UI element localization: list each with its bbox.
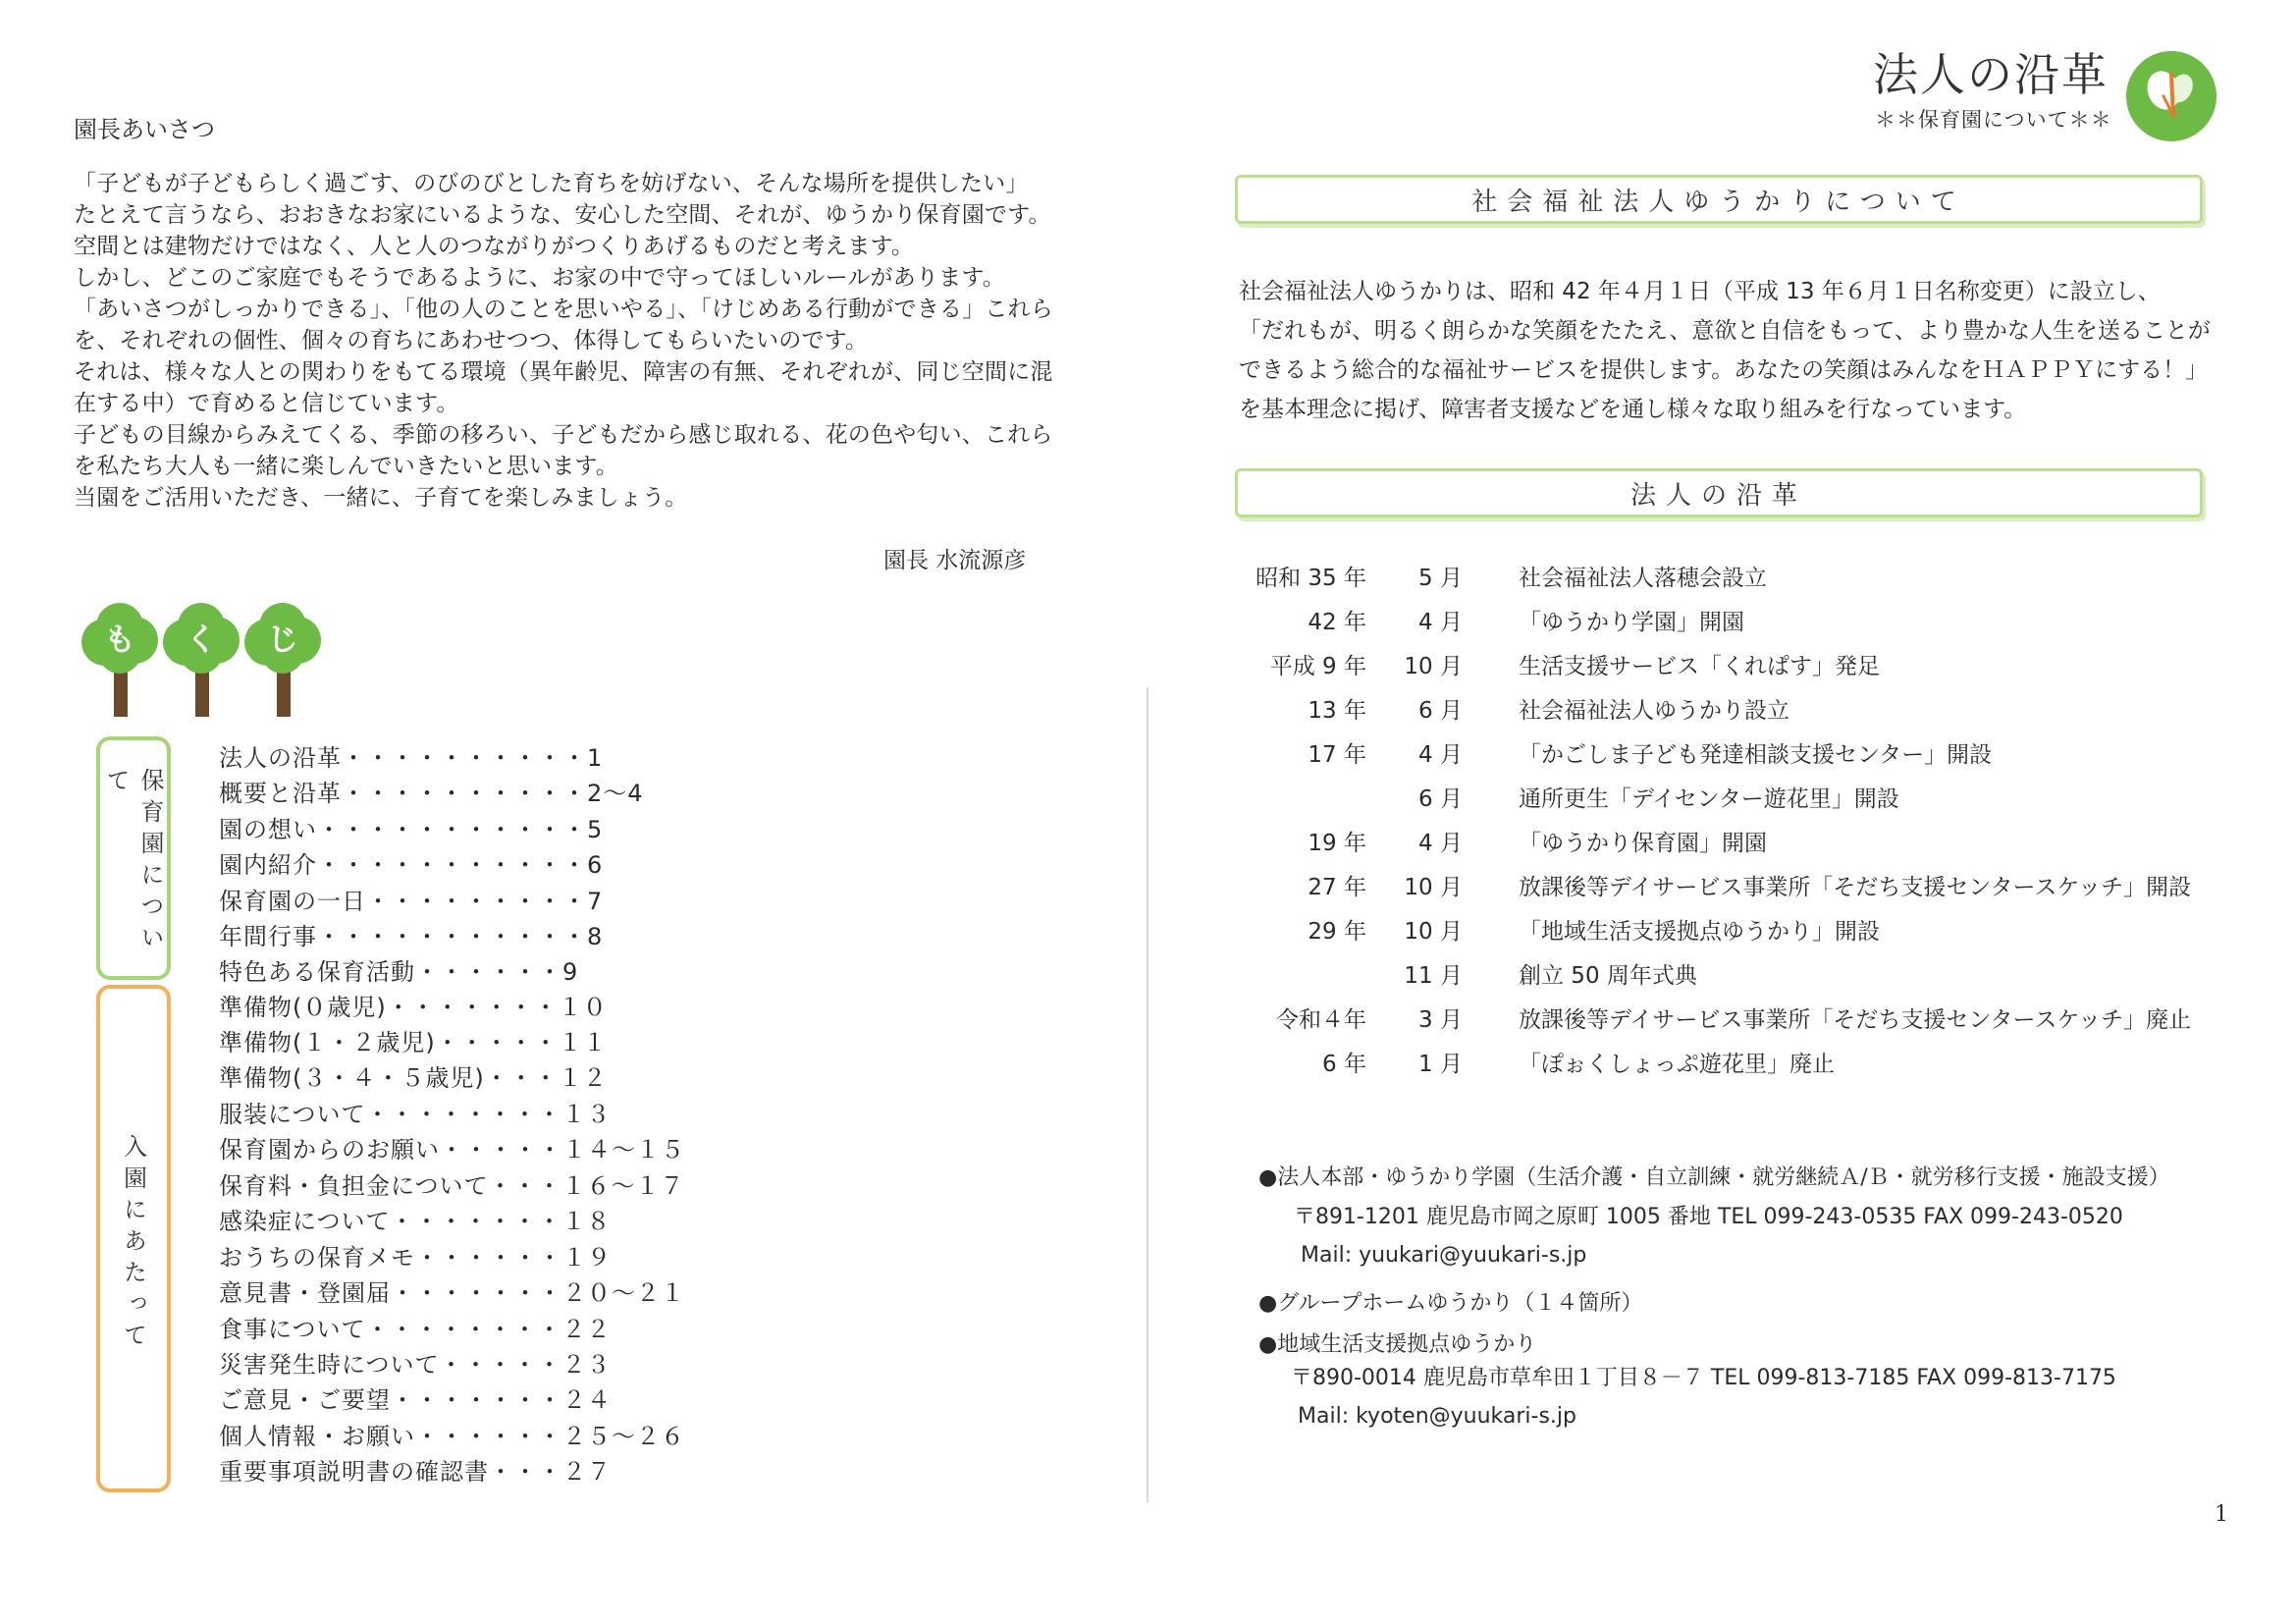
toc-item: 年間行事・・・・・・・・・・・8 (219, 923, 604, 950)
history-event: 社会福祉法人落穂会設立 (1519, 566, 1767, 591)
history-month: 4 月 (1418, 742, 1463, 768)
history-era: 令和４年 (1276, 1007, 1366, 1033)
toc-item: 保育園の一日・・・・・・・・・7 (219, 888, 604, 915)
greeting-line: それは、様々な人との関わりをもてる環境（異年齢児、障害の有無、それぞれが、同じ空間に混 (74, 359, 1053, 385)
toc-item: 感染症について・・・・・・・１８ (219, 1208, 612, 1235)
principal-signature: 園長 水流源彦 (883, 548, 1027, 573)
history-month: 3 月 (1418, 1007, 1463, 1033)
history-era: 13 年 (1308, 698, 1366, 724)
greeting-line: 「あいさつがしっかりできる」、「他の人のことを思いやる」、「けじめある行動ができる」これら (74, 297, 1053, 322)
toc-item: 園の想い・・・・・・・・・・・5 (219, 816, 604, 843)
history-event: 「ゆうかり学園」開園 (1519, 610, 1744, 635)
history-event: 「かごしま子ども発達相談支援センター」開設 (1519, 742, 1993, 768)
greeting-line: 在する中）で育めると信じています。 (74, 391, 459, 416)
toc-item: 準備物(０歳児)・・・・・・・１０ (219, 994, 608, 1021)
toc-item: 法人の沿革・・・・・・・・・・1 (219, 744, 604, 772)
logo-icon (2120, 45, 2222, 143)
greeting-line: を私たち大人も一緒に楽しんでいきたいと思います。 (74, 454, 618, 479)
greeting-title: 園長あいさつ (74, 116, 215, 143)
page-divider (1147, 687, 1148, 1502)
page-number: 1 (2215, 1502, 2228, 1527)
history-month: 10 月 (1404, 919, 1463, 945)
toc-item: おうちの保育メモ・・・・・・１９ (219, 1244, 612, 1272)
history-era: 17 年 (1308, 742, 1366, 768)
greeting-line: 当園をご活用いただき、一緒に、子育てを楽しみましょう。 (74, 485, 688, 511)
toc-item: 園内紹介・・・・・・・・・・・6 (219, 851, 604, 879)
history-event: 創立 50 周年式典 (1519, 963, 1697, 989)
section-heading-history: 法人の沿革 (1235, 468, 2203, 517)
toc-item: 意見書・登園届・・・・・・・２０〜２１ (219, 1279, 685, 1307)
history-event: 放課後等デイサービス事業所「そだち支援センタースケッチ」廃止 (1519, 1007, 2192, 1033)
tree-icon (80, 601, 326, 719)
toc-tree-letter: く (185, 621, 218, 658)
history-event: 社会福祉法人ゆうかり設立 (1519, 698, 1789, 724)
greeting-line: たとえて言うなら、おおきなお家にいるような、安心した空間、それが、ゆうかり保育園です。 (74, 202, 1051, 228)
history-month: 4 月 (1418, 610, 1463, 635)
history-event: 「ぽぉくしょっぷ遊花里」廃止 (1519, 1052, 1835, 1077)
history-event: 「ゆうかり保育園」開園 (1519, 831, 1767, 856)
info-hq-mail: Mail: yuukari@yuukari-s.jp (1301, 1243, 1587, 1268)
intro-line: 社会福祉法人ゆうかりは、昭和 42 年４月１日（平成 13 年６月１日名称変更）に設立し、 (1239, 279, 2161, 304)
toc-tab-label: 入園にあたって (119, 1134, 147, 1354)
history-event: 通所更生「デイセンター遊花里」開設 (1519, 786, 1899, 812)
toc-item: 服装について・・・・・・・・１３ (219, 1101, 612, 1128)
intro-line: を基本理念に掲げ、障害者支援などを通し様々な取り組みを行なっています。 (1239, 397, 2027, 422)
toc-item: 準備物(３・４・５歳児)・・・１２ (219, 1064, 608, 1092)
greeting-line: 子どもの目線からみえてくる、季節の移ろい、子どもだから感じ取れる、花の色や匂い、これら (74, 422, 1053, 448)
history-event: 生活支援サービス「くれぱす」発足 (1519, 654, 1880, 679)
info-hq: ●法人本部・ゆうかり学園（生活介護・自立訓練・就労継続Ａ/Ｂ・就労移行支援・施設支援） (1258, 1165, 2170, 1190)
toc-tab-about-nursery (96, 736, 171, 980)
toc-item: ご意見・ご要望・・・・・・・２４ (219, 1386, 612, 1414)
history-month: 10 月 (1404, 875, 1463, 900)
toc-tree-letter: じ (266, 621, 299, 658)
info-hq-address: 〒891-1201 鹿児島市岡之原町 1005 番地 TEL 099-243-0535 FAX 099-243-0520 (1294, 1205, 2123, 1229)
toc-tab-admission (96, 985, 171, 1492)
history-era: 6 年 (1322, 1052, 1366, 1077)
toc-item: 重要事項説明書の確認書・・・２７ (219, 1458, 612, 1486)
history-month: 11 月 (1404, 963, 1463, 989)
toc-item: 個人情報・お願い・・・・・・２５〜２６ (219, 1423, 685, 1450)
history-event: 「地域生活支援拠点ゆうかり」開設 (1519, 919, 1880, 945)
greeting-line: しかし、どこのご家庭でもそうであるように、お家の中で守ってほしいルールがあります。 (74, 265, 1005, 291)
toc-tab-label: 保育園について (102, 768, 164, 956)
history-month: 1 月 (1418, 1052, 1463, 1077)
info-base-address: 〒890-0014 鹿児島市草牟田１丁目８－７ TEL 099-813-7185 FAX 099-813-7175 (1291, 1366, 2116, 1390)
greeting-line: 空間とは建物だけではなく、人と人のつながりがつくりあげるものだと考えます。 (74, 234, 915, 259)
page-subtitle: ＊＊保育園について＊＊ (1875, 108, 2112, 132)
history-month: 6 月 (1418, 786, 1463, 812)
history-era: 昭和 35 年 (1255, 566, 1366, 591)
intro-line: 「だれもが、明るく朗らかな笑顔をたたえ、意欲と自信をもって、より豊かな人生を送ることが (1239, 318, 2211, 344)
logo (2120, 45, 2222, 143)
history-month: 10 月 (1404, 654, 1463, 679)
toc-item: 概要と沿革・・・・・・・・・・2〜4 (219, 780, 644, 807)
greeting-line: 「子どもが子どもらしく過ごす、のびのびとした育ちを妨げない、そんな場所を提供したい」 (74, 171, 1029, 196)
page-title: 法人の沿革 (1873, 48, 2109, 101)
toc-trees (80, 601, 326, 719)
toc-item: 災害発生時について・・・・・２３ (219, 1351, 612, 1379)
history-era: 42 年 (1308, 610, 1366, 635)
history-era: 27 年 (1308, 875, 1366, 900)
info-group-home: ●グループホームゆうかり（１４箇所） (1258, 1291, 1643, 1316)
history-era: 平成 9 年 (1269, 654, 1366, 679)
info-base-mail: Mail: kyoten@yuukari-s.jp (1298, 1404, 1577, 1429)
toc-item: 食事について・・・・・・・・２２ (219, 1316, 612, 1343)
info-support-base: ●地域生活支援拠点ゆうかり (1258, 1332, 1537, 1357)
history-month: 4 月 (1418, 831, 1463, 856)
history-event: 放課後等デイサービス事業所「そだち支援センタースケッチ」開設 (1519, 875, 2192, 900)
section-heading-corporation: 社会福祉法人ゆうかりについて (1235, 175, 2203, 224)
greeting-line: を、それぞれの個性、個々の育ちにあわせつつ、体得してもらいたいのです。 (74, 328, 869, 353)
history-month: 6 月 (1418, 698, 1463, 724)
toc-item: 準備物(１・２歳児)・・・・・１１ (219, 1029, 608, 1056)
history-era: 29 年 (1308, 919, 1366, 945)
toc-tree-letter: も (103, 621, 136, 658)
toc-item: 特色ある保育活動・・・・・・9 (219, 958, 579, 986)
history-month: 5 月 (1418, 566, 1463, 591)
history-era: 19 年 (1308, 831, 1366, 856)
toc-item: 保育料・負担金について・・・１６〜１７ (219, 1172, 685, 1200)
toc-item: 保育園からのお願い・・・・・１４〜１５ (219, 1136, 685, 1164)
intro-line: できるよう総合的な福祉サービスを提供します。あなたの笑顔はみんなをＨＡＰＰＹにする！」 (1239, 357, 2209, 383)
